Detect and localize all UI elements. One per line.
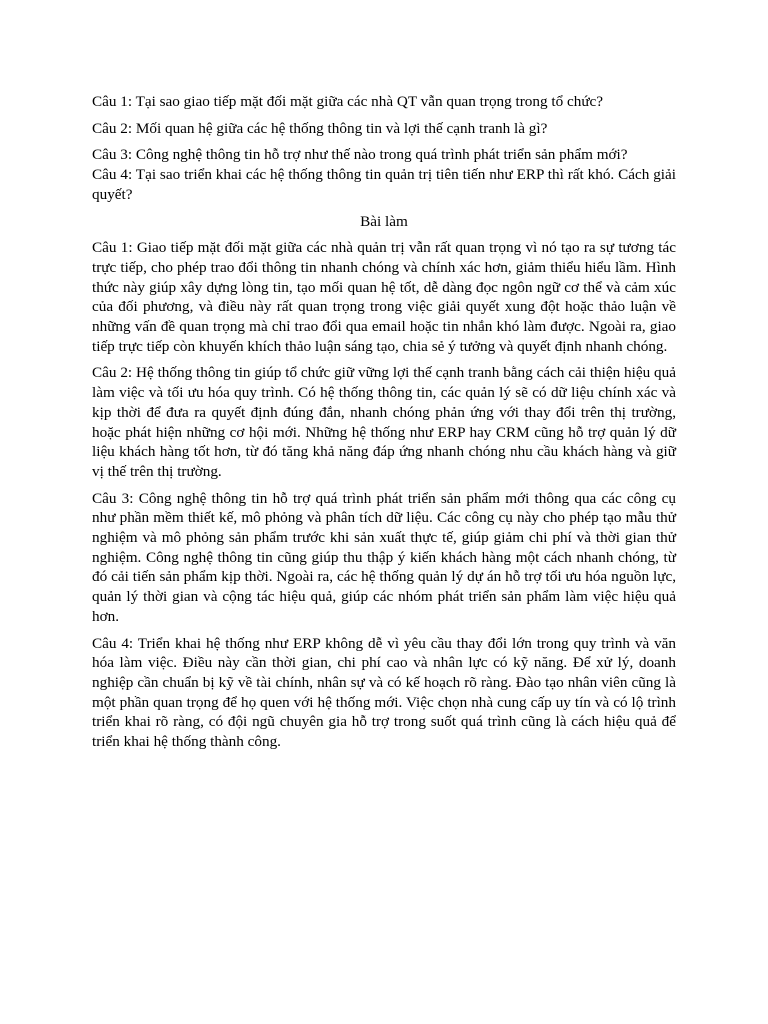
question-2: Câu 2: Mối quan hệ giữa các hệ thống thông tin và lợi thế cạnh tranh là gì? <box>92 119 548 137</box>
answer-2: Câu 2: Hệ thống thông tin giúp tổ chức giữ vững lợi thế cạnh tranh bằng cách cải thiện hiệu quả làm việc và tối ưu hóa quy trình. Có hệ thống thông tin, các quản lý sẽ có dữ liệu chính xác và kịp thời để đưa ra quyết định đúng đắn, nhanh chóng phản ứng với thay đổi trên thị trường, hoặc phát hiện những cơ hội mới. Những hệ thống như ERP hay CRM cũng hỗ trợ quản lý dữ liệu khách hàng tốt hơn, từ đó tăng khả năng đáp ứng nhanh chóng nhu cầu khách hàng và giữ vị thế trên thị trường. <box>92 364 676 480</box>
answer-3: Câu 3: Công nghệ thông tin hỗ trợ quá trình phát triển sản phẩm mới thông qua các công cụ như phần mềm thiết kế, mô phỏng và phân tích dữ liệu. Các công cụ này cho phép tạo mẫu thử nghiệm và mô phỏng sản phẩm trước khi sản xuất thực tế, giúp giảm chi phí và thời gian thử nghiệm. Công nghệ thông tin cũng giúp thu thập ý kiến khách hàng một cách nhanh chóng, từ đó cải tiến sản phẩm kịp thời. Ngoài ra, các hệ thống quản lý dự án hỗ trợ tối ưu hóa nguồn lực, quản lý thời gian và cộng tác hiệu quả, giúp các nhóm phát triển sản phẩm làm việc hiệu quả hơn. <box>92 489 676 625</box>
question-4: Câu 4: Tại sao triển khai các hệ thống thông tin quản trị tiên tiến như ERP thì rất khó. Cách giải quyết? <box>92 166 676 203</box>
question-3: Câu 3: Công nghệ thông tin hỗ trợ như thế nào trong quá trình phát triển sản phẩm mới? <box>92 146 628 164</box>
answer-1: Câu 1: Giao tiếp mặt đối mặt giữa các nhà quản trị vẫn rất quan trọng vì nó tạo ra sự tương tác trực tiếp, cho phép trao đổi thông tin nhanh chóng và chính xác hơn, giảm thiểu hiểu lầm. Hình thức này giúp xây dựng lòng tin, tạo mối quan hệ tốt, dễ dàng đọc ngôn ngữ cơ thể và cảm xúc của đối phương, và điều này rất quan trọng trong việc giải quyết xung đột hoặc thảo luận về những vấn đề quan trọng mà chỉ trao đổi qua email hoặc tin nhắn khó làm được. Ngoài ra, giao tiếp trực tiếp còn khuyến khích thảo luận sáng tạo, chia sẻ ý tưởng và quyết định nhanh chóng. <box>92 239 676 355</box>
document-page <box>92 92 676 752</box>
question-1: Câu 1: Tại sao giao tiếp mặt đối mặt giữa các nhà QT vẫn quan trọng trong tổ chức? <box>92 93 604 110</box>
answer-4: Câu 4: Triển khai hệ thống như ERP không dễ vì yêu cầu thay đổi lớn trong quy trình và văn hóa làm việc. Điều này cần thời gian, chi phí cao và nhân lực có kỹ năng. Để xử lý, doanh nghiệp cần chuẩn bị kỹ về tài chính, nhân sự và có kế hoạch rõ ràng. Đào tạo nhân viên cũng là một phần quan trọng để họ quen với hệ thống mới. Việc chọn nhà cung cấp uy tín và có lộ trình triển khai rõ ràng, có đội ngũ chuyên gia hỗ trợ trong suốt quá trình cũng là cách hiệu quả để triển khai hệ thống thành công. <box>92 634 676 751</box>
solution-title: Bài làm <box>360 212 408 230</box>
